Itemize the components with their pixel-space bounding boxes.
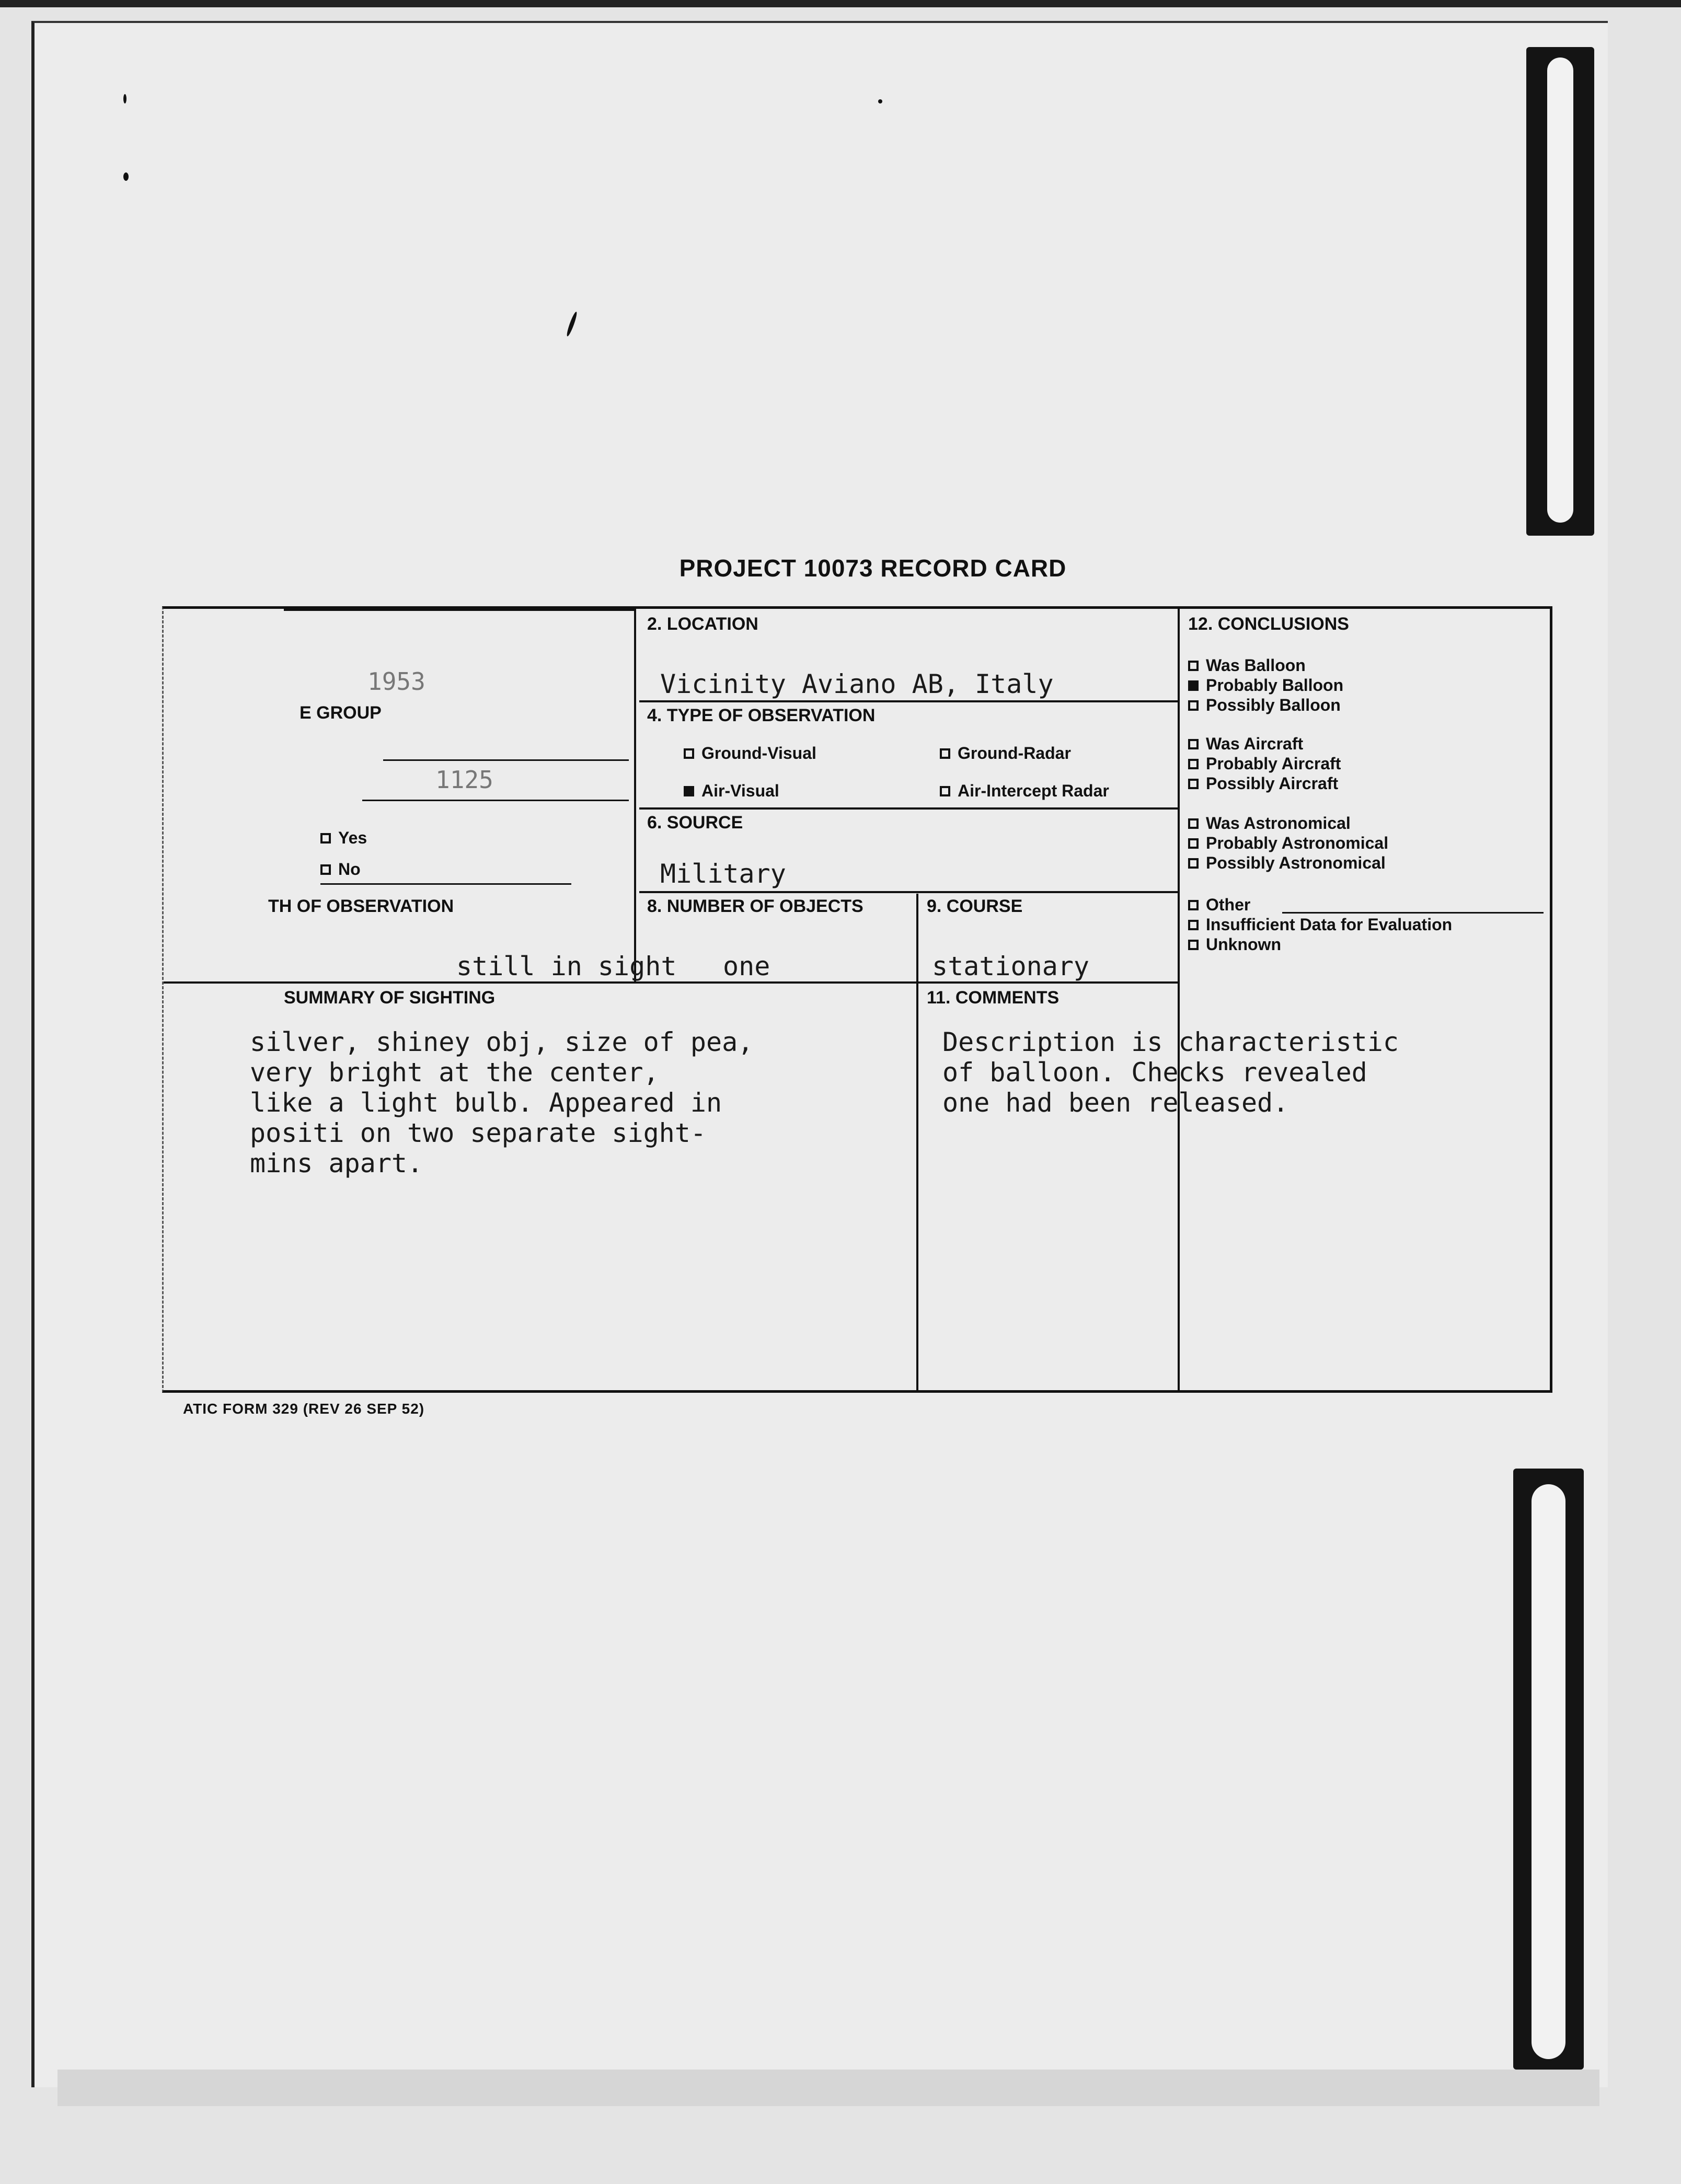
was-aircraft-label: Was Aircraft bbox=[1206, 734, 1304, 753]
photos-no-label: No bbox=[338, 860, 361, 879]
possibly-balloon-label: Possibly Balloon bbox=[1206, 696, 1341, 714]
ground-radar-option[interactable] bbox=[940, 744, 1071, 763]
divider-col-2 bbox=[1178, 609, 1180, 1390]
card-title: PROJECT 10073 RECORD CARD bbox=[679, 554, 1067, 582]
photos-no-checkbox[interactable] bbox=[320, 864, 331, 875]
probably-astronomical-label: Probably Astronomical bbox=[1206, 834, 1389, 852]
divider-row-1 bbox=[639, 700, 1178, 702]
air-visual-label: Air-Visual bbox=[701, 781, 779, 800]
conclusion-probably-astronomical[interactable] bbox=[1188, 834, 1388, 853]
possibly-aircraft-label: Possibly Aircraft bbox=[1206, 774, 1339, 793]
comments-line-2: of balloon. Checks revealed bbox=[942, 1057, 1367, 1088]
probably-aircraft-checkbox[interactable] bbox=[1188, 759, 1199, 769]
divider-row-2 bbox=[639, 807, 1178, 810]
time-value: 1125 bbox=[435, 766, 493, 794]
summary-line-2: very bright at the center, bbox=[250, 1057, 659, 1088]
time-group-label: E GROUP bbox=[300, 703, 382, 723]
air-intercept-radar-option[interactable] bbox=[940, 781, 1109, 801]
scan-speck bbox=[878, 99, 882, 103]
scan-speck bbox=[123, 94, 126, 103]
comments-label: 11. COMMENTS bbox=[927, 988, 1060, 1008]
location-label: 2. LOCATION bbox=[647, 614, 758, 634]
source-value: Military bbox=[660, 859, 786, 889]
conclusion-insufficient-data[interactable] bbox=[1188, 915, 1452, 934]
probably-aircraft-label: Probably Aircraft bbox=[1206, 754, 1341, 773]
was-aircraft-checkbox[interactable] bbox=[1188, 739, 1199, 749]
summary-line-4: positi on two separate sight- bbox=[250, 1118, 706, 1148]
date-value: 1953 bbox=[367, 667, 425, 696]
photos-yes-option[interactable] bbox=[320, 828, 367, 848]
was-balloon-label: Was Balloon bbox=[1206, 656, 1306, 675]
photos-yes-label: Yes bbox=[338, 828, 367, 847]
course-label: 9. COURSE bbox=[927, 896, 1023, 916]
photos-no-underline bbox=[320, 883, 571, 885]
summary-line-1: silver, shiney obj, size of pea, bbox=[250, 1027, 754, 1057]
ground-visual-checkbox[interactable] bbox=[684, 748, 694, 759]
other-label: Other bbox=[1206, 895, 1251, 914]
air-intercept-radar-checkbox[interactable] bbox=[940, 786, 950, 796]
conclusion-was-aircraft[interactable] bbox=[1188, 734, 1303, 754]
conclusion-other[interactable] bbox=[1188, 895, 1250, 915]
ground-visual-option[interactable] bbox=[684, 744, 816, 763]
photos-no-option[interactable] bbox=[320, 860, 361, 879]
conclusion-probably-aircraft[interactable] bbox=[1188, 754, 1341, 773]
form-footer: ATIC FORM 329 (REV 26 SEP 52) bbox=[183, 1401, 425, 1417]
conclusion-was-astronomical[interactable] bbox=[1188, 814, 1351, 833]
was-astronomical-checkbox[interactable] bbox=[1188, 818, 1199, 829]
divider-left-top bbox=[284, 609, 634, 611]
type-of-observation-label: 4. TYPE OF OBSERVATION bbox=[647, 706, 876, 725]
insufficient-data-label: Insufficient Data for Evaluation bbox=[1206, 915, 1453, 934]
scan-speck bbox=[123, 172, 129, 181]
possibly-astronomical-checkbox[interactable] bbox=[1188, 858, 1199, 869]
other-underline bbox=[1282, 912, 1544, 914]
air-intercept-radar-label: Air-Intercept Radar bbox=[958, 781, 1109, 800]
ground-radar-label: Ground-Radar bbox=[958, 744, 1071, 762]
air-visual-option[interactable] bbox=[684, 781, 779, 801]
conclusion-possibly-aircraft[interactable] bbox=[1188, 774, 1338, 793]
possibly-astronomical-label: Possibly Astronomical bbox=[1206, 853, 1386, 872]
possibly-balloon-checkbox[interactable] bbox=[1188, 700, 1199, 711]
number-of-objects-label: 8. NUMBER OF OBJECTS bbox=[647, 896, 863, 916]
film-edge-bar-bottom bbox=[1513, 1469, 1584, 2070]
divider-col-1 bbox=[634, 609, 636, 983]
conclusion-possibly-balloon[interactable] bbox=[1188, 696, 1341, 715]
conclusion-was-balloon[interactable] bbox=[1188, 656, 1306, 675]
unknown-checkbox[interactable] bbox=[1188, 940, 1199, 950]
conclusion-unknown[interactable] bbox=[1188, 935, 1281, 954]
summary-line-3: like a light bulb. Appeared in bbox=[250, 1088, 722, 1118]
other-checkbox[interactable] bbox=[1188, 900, 1199, 910]
scan-bottom-strip bbox=[57, 2070, 1599, 2106]
was-balloon-checkbox[interactable] bbox=[1188, 661, 1199, 671]
divider-row-4 bbox=[164, 981, 1178, 984]
ground-radar-checkbox[interactable] bbox=[940, 748, 950, 759]
film-edge-bar-top bbox=[1526, 47, 1594, 536]
possibly-aircraft-checkbox[interactable] bbox=[1188, 779, 1199, 789]
scan-top-edge bbox=[0, 0, 1681, 7]
probably-astronomical-checkbox[interactable] bbox=[1188, 838, 1199, 849]
record-card bbox=[162, 606, 1552, 1393]
unknown-label: Unknown bbox=[1206, 935, 1281, 954]
was-astronomical-label: Was Astronomical bbox=[1206, 814, 1351, 833]
comments-line-1: Description is characteristic bbox=[942, 1027, 1399, 1057]
conclusions-label: 12. CONCLUSIONS bbox=[1188, 614, 1349, 634]
ground-visual-label: Ground-Visual bbox=[701, 744, 816, 762]
summary-line-5: mins apart. bbox=[250, 1148, 423, 1178]
insufficient-data-checkbox[interactable] bbox=[1188, 920, 1199, 930]
course-value: stationary bbox=[932, 951, 1090, 981]
conclusion-probably-balloon[interactable] bbox=[1188, 676, 1343, 695]
length-of-observation-label: TH OF OBSERVATION bbox=[268, 896, 454, 916]
divider-row-3 bbox=[639, 891, 1178, 893]
comments-line-3: one had been released. bbox=[942, 1088, 1289, 1118]
length-of-observation-value: still in sight bbox=[456, 951, 677, 981]
source-label: 6. SOURCE bbox=[647, 813, 743, 833]
probably-balloon-checkbox-checked[interactable] bbox=[1188, 680, 1199, 691]
conclusion-possibly-astronomical[interactable] bbox=[1188, 853, 1386, 873]
probably-balloon-label: Probably Balloon bbox=[1206, 676, 1344, 695]
time-underline bbox=[362, 800, 629, 801]
location-value: Vicinity Aviano AB, Italy bbox=[660, 669, 1054, 699]
photos-yes-checkbox[interactable] bbox=[320, 833, 331, 843]
summary-label: SUMMARY OF SIGHTING bbox=[284, 988, 496, 1008]
divider-col-3 bbox=[916, 894, 918, 1390]
number-of-objects-value: one bbox=[723, 951, 770, 981]
air-visual-checkbox-checked[interactable] bbox=[684, 786, 694, 796]
time-group-underline bbox=[383, 759, 629, 761]
